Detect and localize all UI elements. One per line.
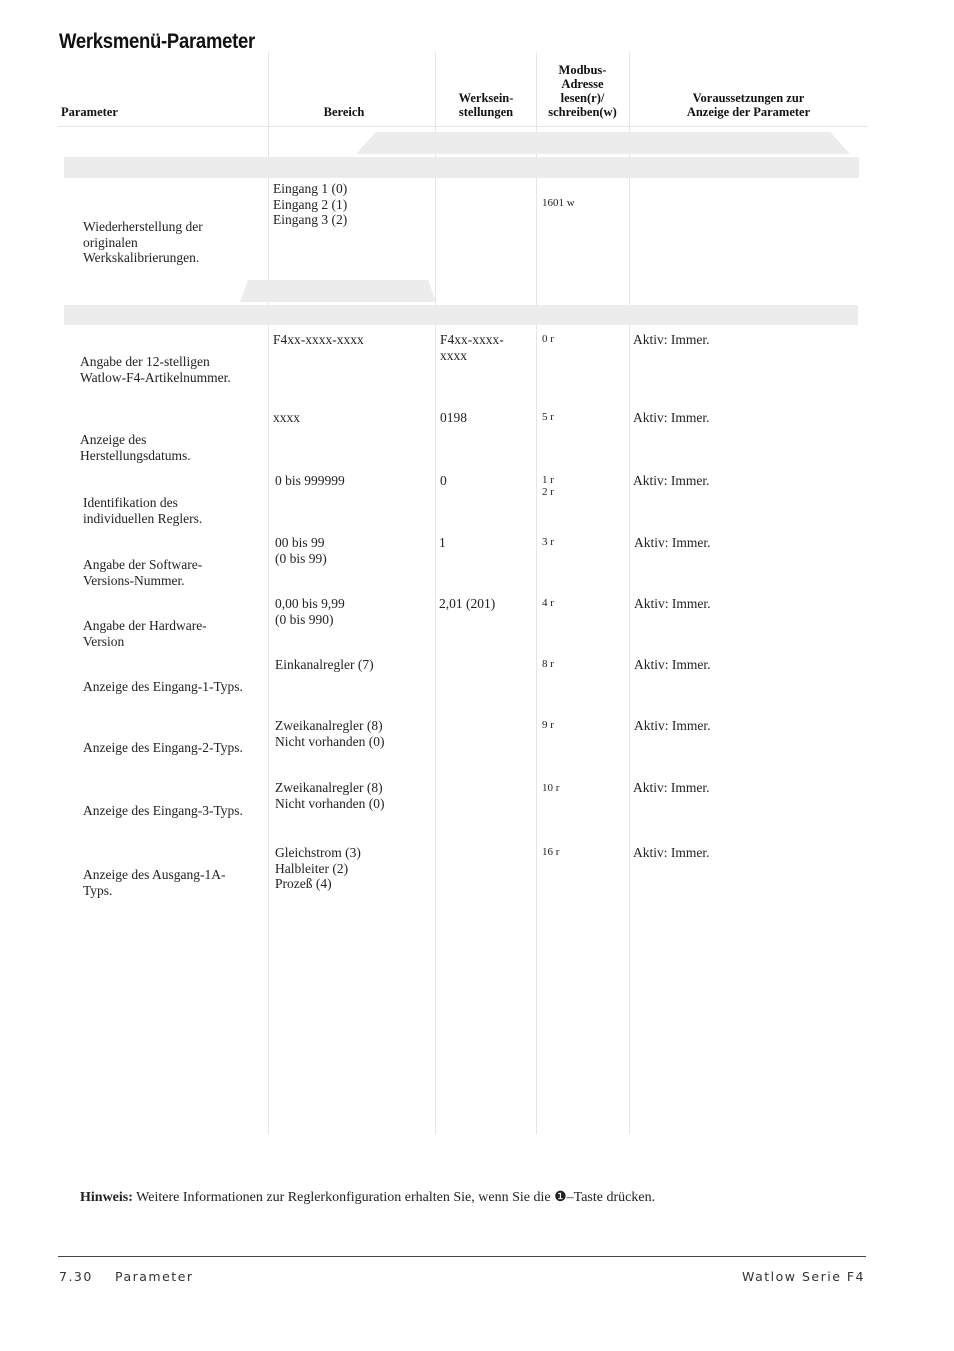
param-default: 0: [440, 473, 447, 488]
param-modbus-address: 5 r: [542, 411, 554, 423]
header-werkseinstellungen: Werksein- stellungen: [458, 91, 514, 119]
param-range: Gleichstrom (3) Halbleiter (2) Prozeß (4): [275, 845, 361, 891]
param-range: Zweikanalregler (8) Nicht vorhanden (0): [275, 718, 385, 749]
param-description: Identifikation des individuellen Reglers.: [83, 495, 203, 526]
param-default: 1: [439, 535, 446, 550]
section-tab: [240, 280, 436, 302]
param-description: Anzeige des Eingang-3-Typs.: [83, 803, 243, 818]
note-label: Hinweis:: [80, 1190, 133, 1205]
section-tab: [356, 132, 850, 154]
param-range: F4xx-xxxx-xxxx: [273, 332, 364, 347]
param-range: 00 bis 99 (0 bis 99): [275, 535, 327, 566]
param-conditions: Aktiv: Immer.: [634, 718, 711, 733]
param-range: Zweikanalregler (8) Nicht vorhanden (0): [275, 780, 385, 811]
header-voraussetzungen: Voraussetzungen zur Anzeige der Parameter: [686, 91, 811, 119]
section-band: [64, 157, 859, 178]
param-modbus-address: 4 r: [542, 597, 554, 609]
param-modbus-address: 1601 w: [542, 197, 575, 209]
header-rule: [58, 126, 868, 127]
column-divider: [629, 52, 630, 1134]
param-description: Anzeige des Eingang-2-Typs.: [83, 740, 243, 755]
param-default: 0198: [440, 410, 467, 425]
column-divider: [536, 52, 537, 1134]
param-conditions: Aktiv: Immer.: [633, 332, 710, 347]
param-range: Einkanalregler (7): [275, 657, 374, 672]
footer-rule: [58, 1256, 866, 1257]
footer-product: Watlow Serie F4: [742, 1269, 865, 1284]
header-modbus-adresse: Modbus- Adresse lesen(r)/ schreiben(w): [548, 63, 617, 119]
header-parameter: Parameter: [61, 105, 118, 119]
param-description: Wiederherstellung der originalen Werkskalibrierungen.: [83, 219, 203, 265]
param-description: Angabe der Software- Versions-Nummer.: [83, 557, 203, 588]
footer-page-number: 7.30: [59, 1269, 93, 1284]
param-range: 0 bis 999999: [275, 473, 345, 488]
param-conditions: Aktiv: Immer.: [633, 410, 710, 425]
note-text: Weitere Informationen zur Reglerkonfiguration erhalten Sie, wenn Sie die ❶–Taste drücken.: [136, 1190, 656, 1205]
param-range: 0,00 bis 9,99 (0 bis 990): [275, 596, 345, 627]
header-bereich: Bereich: [323, 105, 365, 119]
param-default: 2,01 (201): [439, 596, 496, 611]
column-divider: [435, 52, 436, 1134]
param-modbus-address: 0 r: [542, 333, 554, 345]
column-divider: [268, 52, 269, 1134]
param-description: Anzeige des Herstellungsdatums.: [80, 432, 191, 463]
param-conditions: Aktiv: Immer.: [633, 473, 710, 488]
param-description: Anzeige des Eingang-1-Typs.: [83, 679, 243, 694]
param-default: F4xx-xxxx- xxxx: [440, 332, 504, 363]
param-range: xxxx: [273, 410, 300, 425]
param-conditions: Aktiv: Immer.: [634, 657, 711, 672]
param-conditions: Aktiv: Immer.: [634, 596, 711, 611]
param-modbus-address: 10 r: [542, 782, 560, 794]
param-description: Angabe der 12-stelligen Watlow-F4-Artikelnummer.: [80, 354, 231, 385]
param-description: Anzeige des Ausgang-1A- Typs.: [83, 867, 226, 898]
param-conditions: Aktiv: Immer.: [634, 535, 711, 550]
param-modbus-address: 9 r: [542, 719, 554, 731]
param-conditions: Aktiv: Immer.: [633, 780, 710, 795]
param-modbus-address: 8 r: [542, 658, 554, 670]
hinweis-note: [80, 1189, 655, 1206]
param-conditions: Aktiv: Immer.: [633, 845, 710, 860]
page-title: Werksmenü-Parameter: [59, 30, 255, 53]
param-description: Angabe der Hardware- Version: [83, 618, 207, 649]
param-modbus-address: 1 r 2 r: [542, 474, 554, 498]
param-modbus-address: 16 r: [542, 846, 560, 858]
param-modbus-address: 3 r: [542, 536, 554, 548]
footer-section: Parameter: [115, 1269, 194, 1284]
param-range: Eingang 1 (0) Eingang 2 (1) Eingang 3 (2): [273, 181, 348, 227]
section-band: [64, 305, 858, 325]
